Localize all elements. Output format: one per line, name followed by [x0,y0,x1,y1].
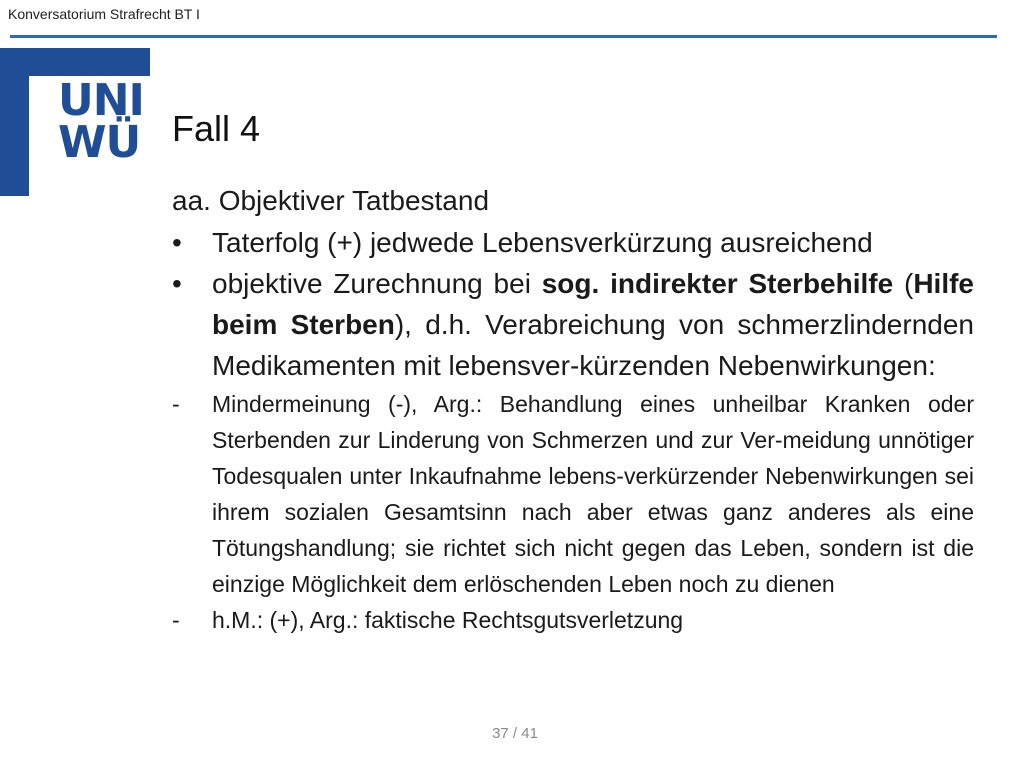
page-number: 37 / 41 [492,725,538,742]
bullet-item [172,222,974,263]
dash-text: h.M.: (+), Arg.: faktische Rechtsgutsverletzung [212,607,684,633]
slide-title: Fall 4 [172,108,261,149]
logo-line-1: UNI [58,75,144,126]
dash-marker: - [172,607,180,633]
bullet-text-part: ( [893,268,914,299]
bullet-text-part: objektive Zurechnung bei [212,268,542,299]
course-title: Konversatorium Strafrecht BT I [8,6,200,22]
dash-marker: - [172,391,180,417]
bullet-item [172,263,974,386]
bullet-text-part: ), d.h. Verabreichung von schmerzlindernden Medikamenten mit lebensver-kürzenden Nebenwirkungen: [212,309,974,381]
dash-item [172,602,974,638]
bold-term: Hilfe beim Sterben [212,268,974,340]
dash-text: Mindermeinung (-), Arg.: Behandlung eines unheilbar Kranken oder Sterbenden zur Linderung von Schmerzen und zur Ver-meidung unnötiger Todesqualen unter Inkaufnahme lebens-verkürzender Nebenwirkungen sei ihrem sozialen Gesamtsinn nach aber etwas ganz anderes als eine Tötungshandlung; sie richtet sich nicht gegen das Leben, sondern ist die einzige Möglichkeit dem erlöschenden Leben noch zu dienen [212,391,974,597]
university-logo [0,48,150,196]
bullet-marker: • [172,268,182,299]
bold-term: sog. indirekter Sterbehilfe [541,268,894,299]
logo-line-2: WÜ [58,117,141,168]
logo-text [58,75,144,168]
slide-content [172,180,974,638]
bullet-text: Taterfolg (+) jedwede Lebensverkürzung ausreichend [212,227,873,258]
header-divider [10,35,997,38]
dash-item [172,386,974,602]
subheading: aa. Objektiver Tatbestand [172,185,490,216]
bullet-marker: • [172,227,182,258]
